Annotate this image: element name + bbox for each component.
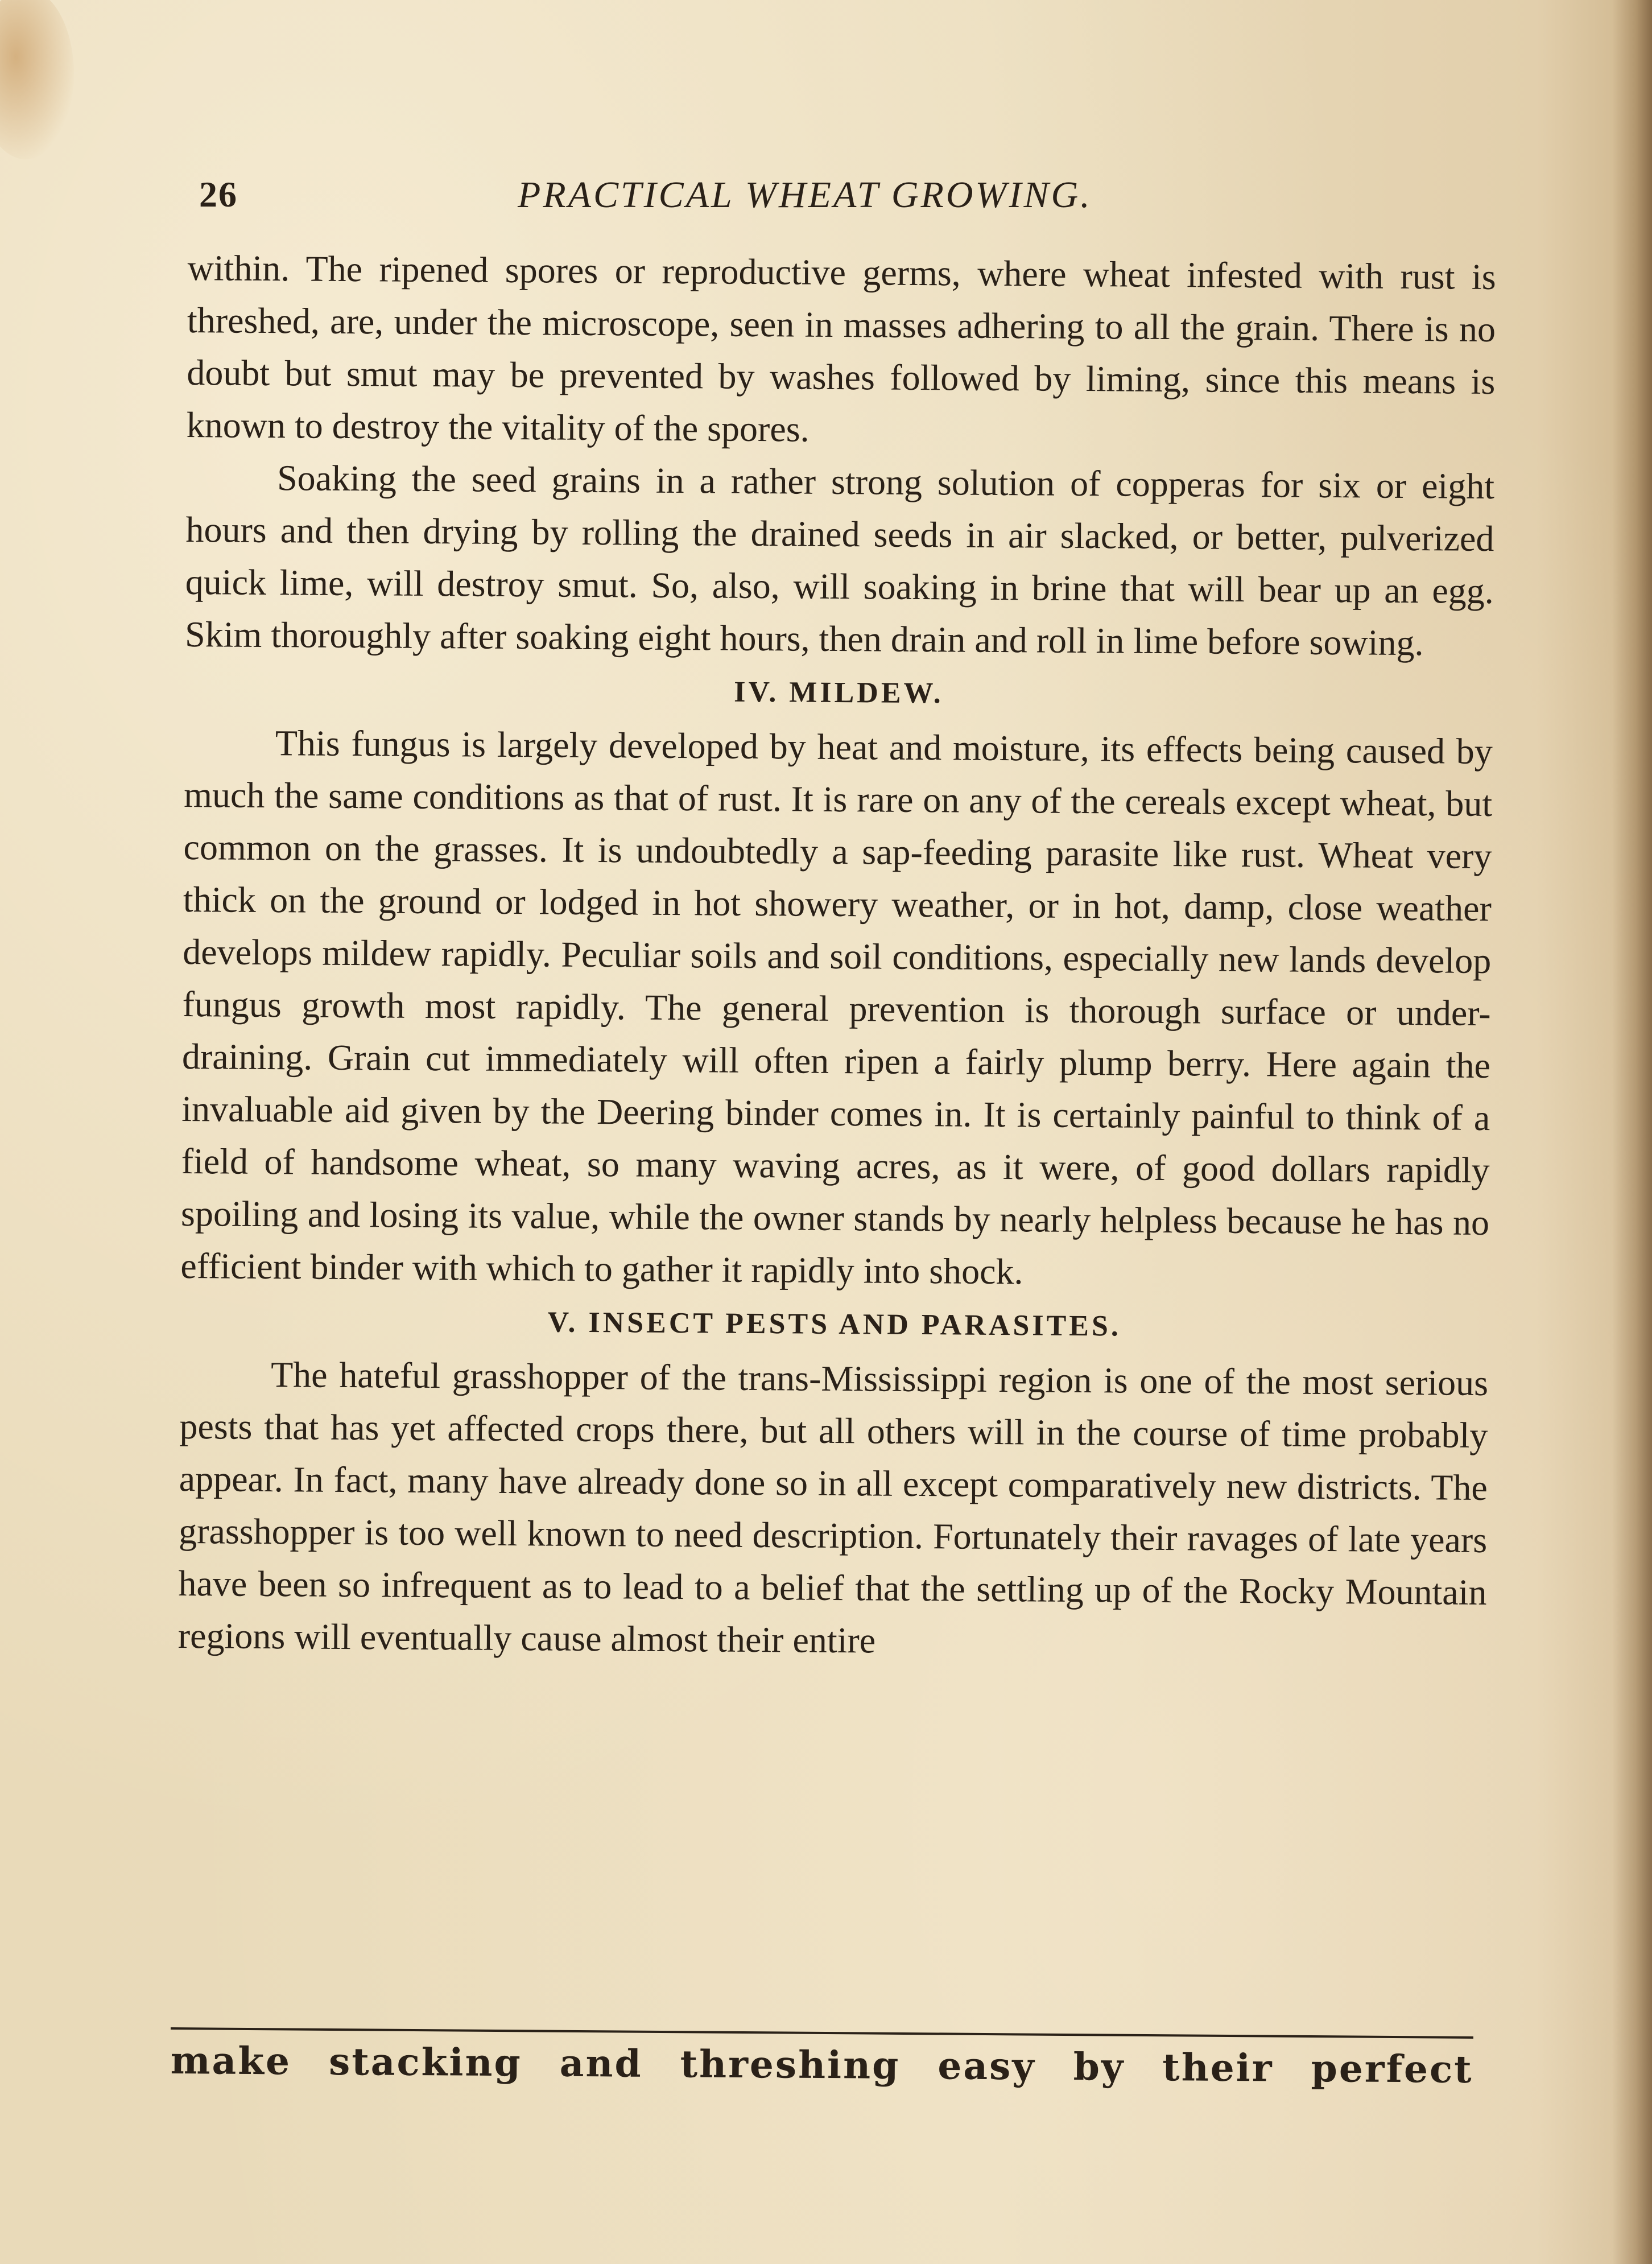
running-title: PRACTICAL WHEAT GROWING. — [518, 174, 1092, 216]
page-spine-shadow — [1612, 0, 1652, 2264]
body-text — [178, 242, 1496, 1671]
footer-rule — [171, 2027, 1473, 2039]
age-stain — [0, 0, 74, 159]
paragraph-mildew: This fungus is largely developed by heat and moisture, its effects being caused by much the same conditions as that of rust. It is rare on any of the cereals except wheat, but common on the grasses. It is undoubtedly a sap-feeding parasite like rust. Wheat very thick on the ground or lodged in hot showery weather, or in hot, damp, close weather develops mildew rapidly. Peculiar soils and soil conditions, especially new lands develop fungus growth most rapidly. The general prevention is thorough surface or under-draining. Grain cut immediately will often ripen a fairly plump berry. Here again the invaluable aid given by the Deering binder comes in. It is certainly painful to think of a field of handsome wheat, so many waving acres, as it were, of good dollars rapidly spoiling and losing its value, while the owner stands by nearly helpless because he has no efficient binder with which to gather it rapidly into shock. — [180, 723, 1493, 1292]
page-header — [199, 168, 1485, 225]
page-number: 26 — [199, 174, 238, 215]
footer-advertisement: make stacking and threshing easy by their perfect — [170, 2038, 1473, 2092]
section-heading-mildew: IV. MILDEW. — [734, 675, 944, 710]
paragraph-grasshopper: The hateful grasshopper of the trans-Mississippi region is one of the most serious pests that has yet affected crops there, but all others will in the course of time probably appear. In fact, many have already done so in all except comparatively new districts. The grasshopper is too well known to need description. Fortunately their ravages of late years have been so infrequent as to lead to a belief that the settling up of the Rocky Mountain regions will eventually cause almost their entire — [177, 1354, 1489, 1661]
paragraph-seed-soaking: Soaking the seed grains in a rather strong solution of copperas for six or eight hours and then drying by rolling the drained seeds in air slacked, or better, pulverized quick lime, will destroy smut. So, also, will soaking in brine that will bear up an egg. Skim thoroughly after soaking eight hours, then drain and roll in lime before sowing. — [184, 457, 1495, 663]
paragraph-smut-continued: within. The ripened spores or reproductive germs, where wheat infested with rust is threshed, are, under the microscope, seen in masses adhering to all the grain. There is no doubt but smut may be prevented by washes followed by liming, since this means is known to destroy the vitality of the spores. — [186, 247, 1496, 449]
section-heading-insect-pests: V. INSECT PESTS AND PARASITES. — [547, 1306, 1122, 1343]
